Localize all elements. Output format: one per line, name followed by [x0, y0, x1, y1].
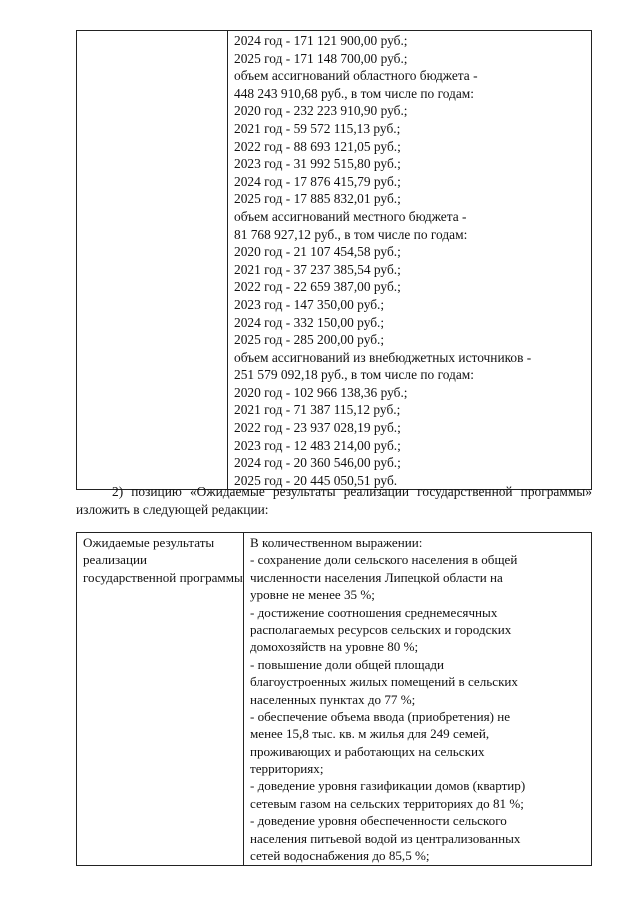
result-line: - доведение уровня газификации домов (квартир) — [250, 778, 526, 794]
funding-line: 2024 год - 332 150,00 руб.; — [234, 314, 385, 330]
funding-line: 251 579 092,18 руб., в том числе по годам: — [234, 367, 474, 383]
funding-table — [76, 30, 592, 490]
funding-line: 448 243 910,68 руб., в том числе по годам: — [234, 85, 474, 101]
results-table-value-cell — [244, 533, 592, 866]
result-line: сетевым газом на сельских территориях до 81 %; — [250, 795, 524, 811]
results-lines — [250, 534, 591, 864]
funding-line: 2021 год - 37 237 385,54 руб.; — [234, 261, 401, 277]
result-line: населения питьевой водой из централизованных — [250, 830, 521, 846]
funding-line: 2022 год - 23 937 028,19 руб.; — [234, 420, 401, 436]
result-line: - сохранение доли сельского населения в общей — [250, 552, 518, 568]
funding-line: 2021 год - 59 572 115,13 руб.; — [234, 120, 401, 136]
result-line: уровне не менее 35 %; — [250, 587, 375, 603]
result-line: располагаемых ресурсов сельских и городских — [250, 621, 512, 637]
result-line: - повышение доли общей площади — [250, 656, 445, 672]
funding-line: 2023 год - 147 350,00 руб.; — [234, 296, 385, 312]
result-line: В количественном выражении: — [250, 535, 423, 550]
funding-line: 81 768 927,12 руб., в том числе по годам: — [234, 226, 468, 242]
funding-line: 2025 год - 20 445 050,51 руб. — [234, 472, 398, 488]
funding-line: 2023 год - 31 992 515,80 руб.; — [234, 156, 401, 172]
funding-table-row — [77, 31, 592, 490]
result-line: населенных пунктах до 77 %; — [250, 691, 416, 707]
funding-lines — [234, 32, 591, 489]
funding-line: объем ассигнований из внебюджетных источников - — [234, 349, 532, 365]
result-line: численности населения Липецкой области на — [250, 569, 503, 585]
funding-line: объем ассигнований областного бюджета - — [234, 68, 478, 84]
result-line: благоустроенных жилых помещений в сельских — [250, 674, 518, 690]
result-line: - обеспечение объема ввода (приобретения) не — [250, 708, 511, 724]
funding-line: 2025 год - 171 148 700,00 руб.; — [234, 50, 408, 66]
result-line: - достижение соотношения среднемесячных — [250, 604, 498, 620]
funding-line: 2024 год - 20 360 546,00 руб.; — [234, 455, 401, 471]
funding-line: 2024 год - 17 876 415,79 руб.; — [234, 173, 401, 189]
funding-line: 2020 год - 102 966 138,36 руб.; — [234, 384, 408, 400]
result-line: проживающих и работающих на сельских — [250, 743, 485, 759]
result-line: менее 15,8 тыс. кв. м жилья для 249 семей, — [250, 726, 490, 742]
result-line: сетей водоснабжения до 85,5 %; — [250, 848, 430, 864]
funding-line: объем ассигнований местного бюджета - — [234, 208, 467, 224]
results-table — [76, 532, 592, 866]
amendment-paragraph: 2) позицию «Ожидаемые результаты реализации государственной программы» изложить в следующей редакции: — [76, 484, 592, 517]
funding-line: 2025 год - 285 200,00 руб.; — [234, 332, 385, 348]
funding-line: 2020 год - 232 223 910,90 руб.; — [234, 103, 408, 119]
funding-line: 2024 год - 171 121 900,00 руб.; — [234, 33, 408, 48]
results-table-row — [77, 533, 592, 866]
funding-table-label-cell — [77, 31, 228, 490]
funding-line: 2021 год - 71 387 115,12 руб.; — [234, 402, 401, 418]
result-line: - доведение уровня обеспеченности сельского — [250, 813, 507, 829]
funding-line: 2023 год - 12 483 214,00 руб.; — [234, 437, 401, 453]
funding-line: 2020 год - 21 107 454,58 руб.; — [234, 244, 401, 260]
funding-line: 2022 год - 88 693 121,05 руб.; — [234, 138, 401, 154]
funding-line: 2022 год - 22 659 387,00 руб.; — [234, 279, 401, 295]
result-line: территориях; — [250, 761, 324, 777]
funding-table-value-cell — [228, 31, 592, 490]
result-line: домохозяйств на уровне 80 %; — [250, 639, 419, 655]
funding-line: 2025 год - 17 885 832,01 руб.; — [234, 191, 401, 207]
results-table-label-cell: Ожидаемые результаты реализации государственной программы — [77, 533, 244, 866]
